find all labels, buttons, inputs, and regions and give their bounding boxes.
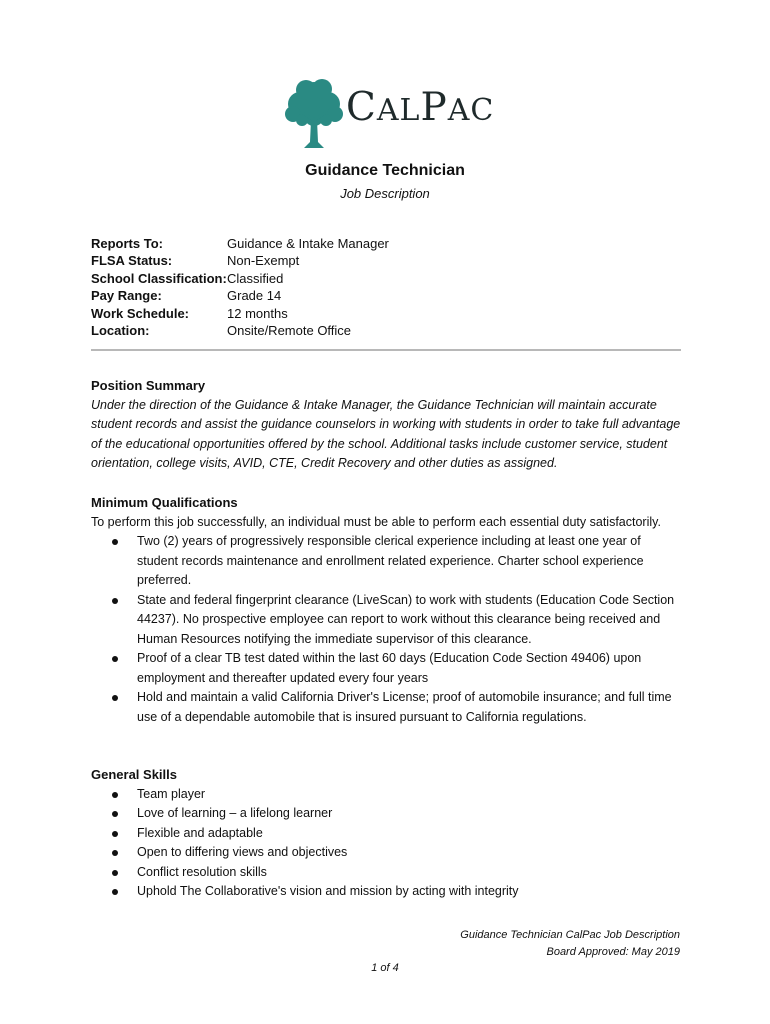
- info-value: Non-Exempt: [227, 253, 300, 269]
- general-skills-section: [91, 765, 681, 902]
- list-item: State and federal fingerprint clearance (LiveScan) to work with students (Education Code Section 44237). No prospective employee can report to work without this clearance being received and Human Resources notifying the immediate supervisor of this clearance.: [91, 591, 681, 650]
- qualifications-list: [91, 532, 681, 727]
- info-label: School Classification:: [91, 270, 227, 286]
- info-value: 12 months: [227, 305, 288, 321]
- info-value: Grade 14: [227, 288, 282, 304]
- info-label: Location:: [91, 323, 150, 339]
- skills-list: [91, 785, 681, 902]
- footer-approval-date: Board Approved: May 2019: [546, 946, 680, 958]
- list-item: Hold and maintain a valid California Driver's License; proof of automobile insurance; and full time use of a dependable automobile that is insured pursuant to California regulations.: [91, 688, 681, 727]
- info-row-work-schedule: [91, 305, 389, 322]
- tree-icon: [284, 76, 344, 154]
- info-value: Onsite/Remote Office: [227, 323, 352, 339]
- horizontal-divider: [91, 349, 681, 351]
- position-summary-text: Under the direction of the Guidance & Intake Manager, the Guidance Technician will maintain accurate student records and assist the guidance counselors in working with students in order to take full advantage of the educational opportunities offered by the school. Additional tasks include customer service, student orientation, college visits, AVID, CTE, Credit Recovery and other duties as assigned.: [91, 397, 681, 470]
- section-heading: Minimum Qualifications: [91, 495, 238, 510]
- list-item: Love of learning – a lifelong learner: [91, 804, 681, 824]
- list-item: Team player: [91, 785, 681, 805]
- info-label: Pay Range:: [91, 288, 162, 304]
- position-summary-section: [91, 376, 681, 474]
- info-row-pay-range: [91, 287, 389, 304]
- page-subtitle: Job Description: [340, 186, 430, 201]
- info-label: Reports To:: [91, 236, 163, 251]
- info-value: Classified: [227, 270, 284, 286]
- list-item: Uphold The Collaborative's vision and mission by acting with integrity: [91, 882, 681, 902]
- page-title: Guidance Technician: [305, 162, 465, 179]
- info-row-flsa-status: [91, 252, 389, 269]
- page-number: 1 of 4: [371, 962, 399, 974]
- list-item: Conflict resolution skills: [91, 863, 681, 883]
- footer-doc-title: Guidance Technician CalPac Job Description: [460, 929, 680, 941]
- section-heading: Position Summary: [91, 378, 206, 393]
- minimum-qualifications-section: [91, 493, 681, 727]
- info-label: Work Schedule:: [91, 305, 190, 321]
- list-item: Flexible and adaptable: [91, 824, 681, 844]
- section-heading: General Skills: [91, 767, 177, 782]
- info-row-location: [91, 322, 389, 339]
- calpac-logo: [284, 76, 495, 154]
- qualifications-intro: To perform this job successfully, an individual must be able to perform each essential duty satisfactorily.: [91, 514, 661, 529]
- logo-wordmark: CALPAC: [346, 85, 495, 130]
- info-label: FLSA Status:: [91, 253, 173, 269]
- info-value: Guidance & Intake Manager: [227, 236, 389, 251]
- info-row-reports-to: [91, 235, 389, 252]
- list-item: Open to differing views and objectives: [91, 843, 681, 863]
- list-item: Two (2) years of progressively responsible clerical experience including at least one year of student records maintenance and enrollment related experience. Charter school experience preferred.: [91, 532, 681, 591]
- info-row-school-classification: [91, 270, 389, 287]
- list-item: Proof of a clear TB test dated within the last 60 days (Education Code Section 49406) upon employment and thereafter updated every four years: [91, 649, 681, 688]
- job-info-table: [91, 235, 389, 339]
